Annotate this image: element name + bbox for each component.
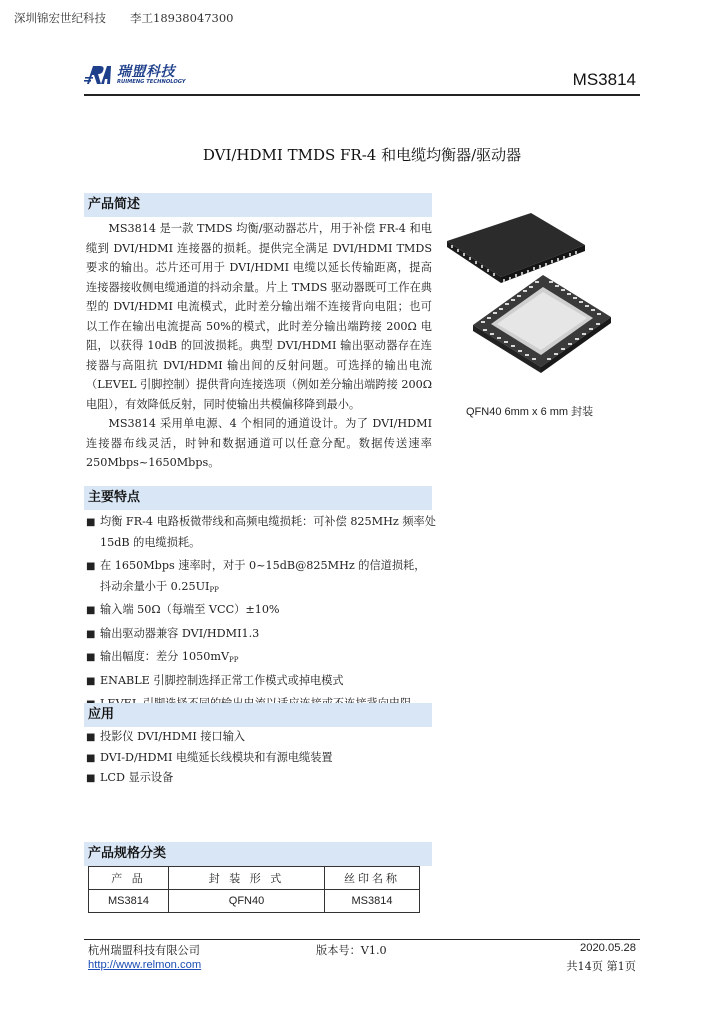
section-heading-overview: 产品简述 [84,193,432,217]
footer-version: 版本号：V1.0 [316,944,387,957]
application-item: ■ DVI-D/HDMI 电缆延长线模块和有源电缆装置 [86,748,436,769]
feature-item: ■ ENABLE 引脚控制选择正常工作模式或掉电模式 [86,671,436,695]
bullet-square-icon: ■ [86,752,96,764]
top-note-contact: 李工18938047300 [130,11,234,25]
cell-product: MS3814 [89,890,169,913]
footer-date: 2020.05.28 [580,942,636,954]
spec-table [88,866,420,913]
cell-package: QFN40 [169,890,325,913]
feature-item: ■ 输出幅度：差分 $1050mV_{PP}$ [86,647,436,671]
feature-item: ■ 均衡 FR-4 电路板微带线和高频电缆损耗：可补偿 825MHz 频率处 15dB 的电缆损耗。 [86,515,436,549]
section-heading-spec: 产品规格分类 [84,842,432,866]
chip-top-view-icon [447,213,585,283]
bullet-square-icon: ■ [86,732,96,743]
bullet-square-icon: ■ [86,517,96,528]
package-caption: QFN40 6mm x 6 mm 封装 [466,406,594,418]
footer-pages: 共14页 第1页 [566,960,636,973]
qfn40-package-image [443,207,621,391]
header-rule [84,94,640,96]
cell-marking: MS3814 [325,890,420,913]
section-heading-applications: 应用 [84,703,432,727]
table-header-row [89,867,420,890]
bullet-square-icon: ■ [86,675,96,687]
overview-text [86,219,432,473]
footer-company: 杭州瑞盟科技有限公司 [88,944,200,957]
footer-website-link[interactable]: http://www.relmon.com [88,959,202,971]
application-item: ■ 投影仪 DVI/HDMI 接口输入 [86,727,436,748]
feature-item: ■ 输出驱动器兼容 DVI/HDMI1.3 [86,624,436,648]
section-heading-features: 主要特点 [84,486,432,510]
top-note-company: 深圳锦宏世纪科技 [14,11,106,25]
company-logo [84,64,186,86]
ruimeng-logo-icon [84,64,114,86]
bullet-square-icon: ■ [86,628,96,640]
overview-paragraph-1: MS3814 是一款 TMDS 均衡/驱动器芯片，用于补偿 FR-4 和电缆到 DVI/HDMI 连接器的损耗。提供完全满足 DVI/HDMI TMDS 要求的输出。芯片还可用于 DVI/HDMI 电缆以延长传输距离，提高连接器接收侧电缆通道的抖动余量。片上 TMDS 驱动器既可工作在典型的 DVI/HDMI 电流模式，此时差分输出端不连接背向电阻；也可以工作在输出电流提高 50%的模式，此时差分输出端跨接 200Ω 电阻，以获得 10dB 的回波损耗。典型 DVI/HDMI 输出驱动器存在连接器与高阻抗 DVI/HDMI 输出间的反射问题。可选择的输出电流（LEVEL 引脚控制）提供背向连接选项（例如差分输出端跨接 200Ω 电阻），有效降低反射，同时使输出共模偏移降到最小。 [86,222,432,411]
bullet-square-icon: ■ [86,773,96,784]
feature-item: ■ 在 1650Mbps 速率时，对于 0~15dB@825MHz 的信道损耗，抖动余量小于 $0.25UI_{PP}$ [86,559,426,594]
col-header-package: 封 装 形 式 [169,867,325,890]
bullet-square-icon: ■ [86,605,96,616]
feature-item: ■ 输入端 50Ω（每端至 VCC）±10% [86,600,436,624]
overview-paragraph-2: MS3814 采用单电源、4 个相同的通道设计。为了 DVI/HDMI 连接器布线灵活，时钟和数据通道可以任意分配。数据传送速率 250Mbps~1650Mbps。 [86,417,432,469]
part-number: MS3814 [572,70,636,89]
features-list [86,512,436,718]
col-header-product: 产 品 [89,867,169,890]
bullet-square-icon: ■ [86,652,96,663]
col-header-marking: 丝印名称 [325,867,420,890]
application-item: ■ LCD 显示设备 [86,768,436,789]
top-note [14,10,233,26]
document-title: DVI/HDMI TMDS FR-4 和电缆均衡器/驱动器 [202,146,522,164]
chip-bottom-view-icon [473,275,611,373]
logo-chinese-name: 瑞盟科技 [117,63,175,80]
logo-english-name: RUIMENG TECHNOLOGY [117,78,186,85]
footer-rule [84,939,640,940]
applications-list [86,727,436,789]
bullet-square-icon: ■ [86,561,96,572]
table-row [89,890,420,913]
